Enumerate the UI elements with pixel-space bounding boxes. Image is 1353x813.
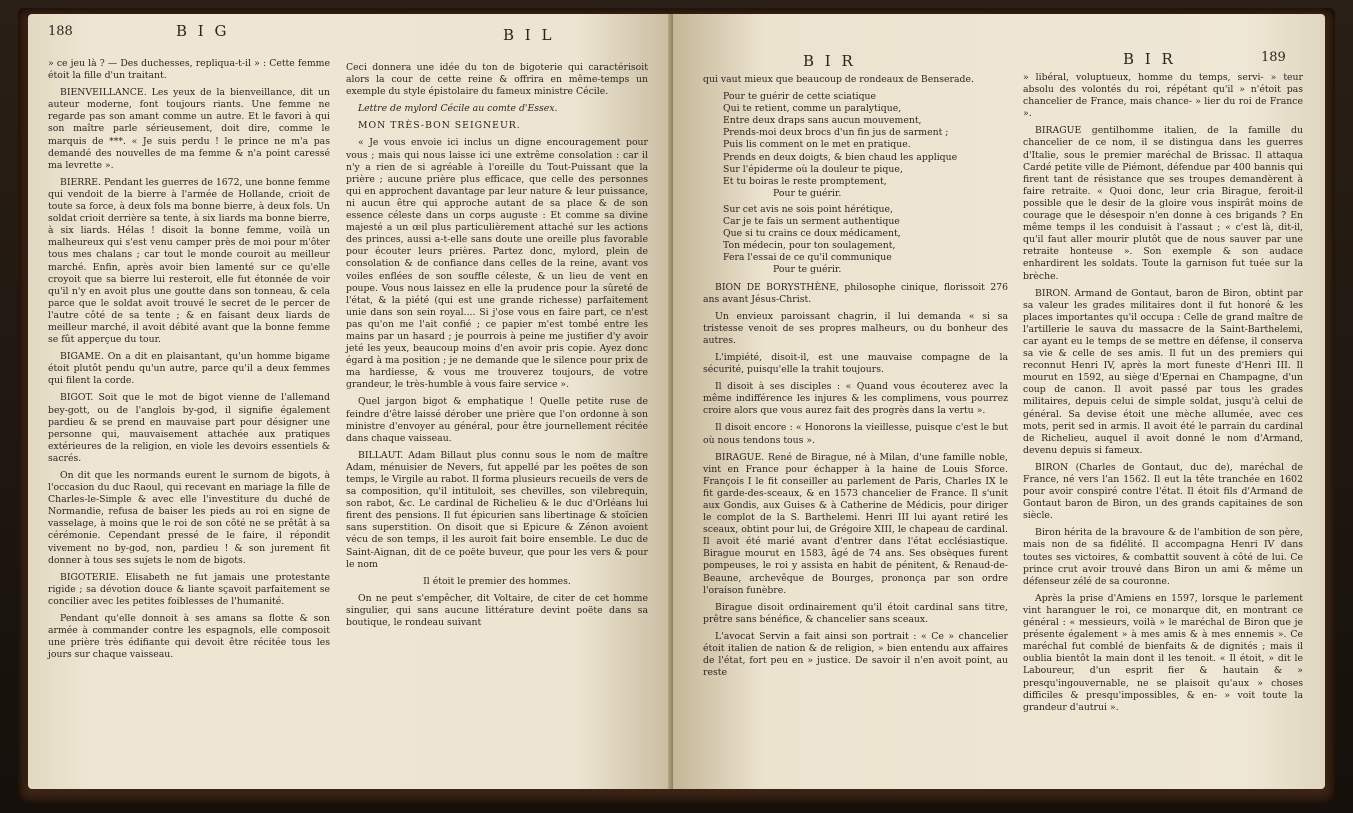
entry-biron: BIRON. Armand de Gontaut, baron de Biron, obtint par sa valeur les grades militaires dont il fut honoré & les places importantes qu'il occupa : Celle de grand maître de l'artillerie le sauva du massacre de la Saint-Barthelemi, car ayant eu le temps de se mettre en défense, il conserva sa vie & celle de ses amis. Il fut un des premiers qui reconnut Henri IV, après la mort funeste d'Henri III. Il mourut en 1592, au siège d'Epernai en Champagne, d'un coup de canon. Il avoit passé par tous les grades militaires, depuis celui de simple soldat, jusqu'à celui de général. Sa devise étoit une mèche allumée, avec ces mots, perit sed in armis. Il avoit été le parrain du cardinal de Richelieu, auquel il avoit donné le nom d'Armand, devenu depuis si fameux. (1023, 287, 1303, 456)
verse-refrain: Pour te guérir. (773, 264, 842, 276)
paragraph: Il disoit encore : « Honorons la vieillesse, puisque c'est le but où nous tendons tous ». (703, 422, 1008, 446)
entry-biron-charles: BIRON (Charles de Gontaut, duc de), maréchal de France, né vers l'an 1562. Il eut la tête tranchée en 1602 pour avoir conspiré contre l'état. Il étoit fils d'Armand de Gontaut baron de Biron, un des grands capitaines de son siècle. (1023, 461, 1303, 522)
verse-line: Ton médecin, pour ton soulagement, (723, 240, 896, 252)
letter-heading: Lettre de mylord Cécile au comte d'Essex. (358, 103, 558, 115)
entry-bigame: BIGAME. On a dit en plaisantant, qu'un homme bigame étoit plutôt pendu qu'un autre, parce qu'il a deux femmes qui filent la corde. (48, 351, 330, 387)
text-column-left (703, 74, 1008, 786)
letter-body: « Je vous envoie ici inclus un digne encouragement pour vous ; mais qui nous laisse ici une extrême consolation : car il n'y a rien de si agréable à l'oreille du Tout-Puissant que la prière ; aucune prière plus efficace, que celle des personnes qui en approchent davantage par leur nature & leur puissance, ni aucun être qui approche autant de sa place & de son essence céleste dans un corps auguste : Et comme sa divine majesté a un œil plus particulièrement attaché sur les actions des princes, aussi a-t-elle sans doute une oreille plus favorable pour écouter leurs prières. Partez donc, mylord, plein de consolation & de confiance dans celles de la reine, avant vos voiles enflées de son souffle céleste, & un lieu de vent en poupe. Vous nous laissez en elle la prudence pour la sûreté de l'état, & la piété (qui est une grande richesse) parfaitement unie dans son sein royal.... Si j'ose vous en faire part, ce n'est pas qu'on me l'ait confié ; ce papier m'est tombé entre les mains par un hasard ; je pourrois à peine me justifier d'y avoir jeté les yeux, beaucoup moins d'en avoir pris copie. Ayez donc égard à ma position ; je ne demande que le silence pour prix de ma hardiesse, & vous me trouverez toujours, de votre grandeur, le très-humble à vous faire service ». (346, 137, 648, 391)
verse-line: Que si tu crains ce doux médicament, (723, 228, 901, 240)
running-head: B I L (503, 26, 555, 44)
running-head: B I R (803, 52, 856, 70)
paragraph: L'avocat Servin a fait ainsi son portrait : « Ce » chancelier étoit italien de nation & de religion, » bien entendu aux affaires de l'état, fort peu en » justice. De savoir il n'en avoit point, au reste (703, 630, 1008, 679)
entry-birague: BIRAGUE. René de Birague, né à Milan, d'une famille noble, vint en France pour échapper à la haine de Louis Sforce. François I le fit conseiller au parlement de Paris, Charles IX le fit garde-des-sceaux, & en 1573 chancelier de France. Il s'unit aux Gondis, aux Guises & à Catherine de Médicis, pour diriger le complot de la S. Barthelemi. Henri III lui ayant retiré les sceaux, obtint pour lui, de Grégoire XIII, le chapeau de cardinal. Il avoit été marié avant d'entrer dans l'état ecclésiastique. Birague mourut en 1583, âgé de 74 ans. Ses obsèques furent pompeuses, le roi y assista en habit de pénitent, & Renaud-de-Beaune, archevêque de Bourges, prononça par son ordre l'oraison funèbre. (703, 451, 1008, 596)
running-head: B I G (176, 22, 230, 40)
verse-line: Sur cet avis ne sois point hérétique, (723, 203, 893, 215)
entry-bigoterie: BIGOTERIE. Elisabeth ne fut jamais une protestante rigide ; sa dévotion douce & liante sçavoit parfaitement se concilier avec les petites foiblesses de l'humanité. (48, 571, 330, 607)
paragraph: » libéral, voluptueux, homme du temps, servi- » teur absolu des volontés du roi, répétant qu'il » n'étoit pas chancelier de France, mais chance- » lier du roi de France ». (1023, 72, 1303, 120)
text-column-left (48, 58, 330, 783)
paragraph: Biron hérita de la bravoure & de l'ambition de son père, mais non de sa fidélité. Il accompagna Henri IV dans toutes ses victoires, & combattit souvent à côté de lui. Ce prince crut avoir trouvé dans Biron un ami & même un défenseur zélé de sa couronne. (1023, 527, 1303, 587)
entry-bienveillance: BIENVEILLANCE. Les yeux de la bienveillance, dit un auteur moderne, font toujours riants. Une femme ne regarde pas son amant comme un autre. Et le favori à qui son maître parle sérieusement, doit dire, comme le marquis de ***. « Je suis perdu ! le prince ne m'a pas demandé des nouvelles de ma femme & n'a point caressé ma levrette ». (48, 87, 330, 171)
verse-line: Entre deux draps sans aucun mouvement, (723, 115, 922, 127)
paragraph: » ce jeu là ? — Des duchesses, repliqua-t-il » : Cette femme étoit la fille d'un traitant. (48, 58, 330, 82)
verse-line: Car je te fais un serment authentique (723, 216, 900, 228)
verse-line: Pour te guérir de cette sciatique (723, 91, 877, 103)
paragraph: Birague disoit ordinairement qu'il étoit cardinal sans titre, prêtre sans bénéfice, & chancelier sans sceaux. (703, 601, 1008, 625)
paragraph: Un envieux paroissant chagrin, il lui demanda « si sa tristesse venoit de ses propres malheurs, ou du bonheur des autres. (703, 310, 1008, 346)
verse-line: Sur l'épiderme où la douleur te pique, (723, 163, 903, 175)
entry-bigot: BIGOT. Soit que le mot de bigot vienne de l'allemand bey-gott, ou de l'anglois by-god, il signifie également pardieu & se prend en mauvaise part pour désigner une personne qui, mauvaisement attachée aux pratiques extérieures de la religion, en viole les devoirs essentiels & sacrés. (48, 392, 330, 464)
verse-line: Il étoit le premier des hommes. (423, 575, 571, 587)
paragraph: Après la prise d'Amiens en 1597, lorsque le parlement vint haranguer le roi, ce monarque dit, en montrant ce général : « messieurs, voilà » le maréchal de Biron que je présente également » à mes amis & à mes ennemis ». Ce maréchal fut comblé de bienfaits & de dignités ; mais il oublia bientôt la main dont il les tenoit. « Il étoit, » dit le Laboureur, d'un esprit fier & hautain & » presqu'ingouvernable, ne se plaisoit qu'aux » choses difficiles & presqu'impossibles, & en- » voit toute la grandeur d'autrui ». (1023, 592, 1303, 713)
verse-line: Prends en deux doigts, & bien chaud les applique (723, 151, 958, 163)
entry-bion: BION DE BORYSTHÈNE, philosophe cinique, florissoit 276 ans avant Jésus-Christ. (703, 281, 1008, 305)
letter-salutation: MON TRÈS-BON SEIGNEUR. (358, 120, 521, 132)
right-page (673, 14, 1325, 789)
rondeau (703, 91, 1008, 276)
verse-refrain: Pour te guérir. (773, 187, 842, 199)
page-number: 189 (1261, 50, 1286, 65)
paragraph: On dit que les normands eurent le surnom de bigots, à l'occasion du duc Raoul, qui recevant en mariage la fille de Charles-le-Simple & avec elle l'investiture du duché de Normandie, refusa de baiser les pieds au roi en signe de vasselage, à moins que le roi de son côté ne se prêtât à sa cérémonie. Cependant pressé de le faire, il répondit vivement no by-god, non, pardieu ! & son jurement fit donner à tous ses sujets le nom de bigots. (48, 470, 330, 566)
page-number: 188 (48, 24, 73, 39)
text-column-right (1023, 72, 1303, 784)
verse-line: Fera l'essai de ce qu'il communique (723, 252, 892, 264)
running-head: B I R (1123, 50, 1176, 68)
entry-birague-gentilhomme: BIRAGUE gentilhomme italien, de la famille du chancelier de ce nom, il se distingua dans les guerres d'Italie, sous le premier maréchal de Brissac. Il attaqua Cardé petite ville de Piémont, défendue par 400 bannis qui firent tant de résistance que ses troupes demandèrent à faire retraite. « Quoi donc, leur cria Birague, feroit-il possible que le desir de la gloire vous inspirât moins de courage que le désespoir n'en donne à ces brigands ? En même temps il les conduisit à l'assaut ; « c'est là, dit-il, qu'il faut aller mourir plutôt que de nous sauver par une retraite honteuse ». Son exemple & son audace enhardirent les soldats. Toute la garnison fut tuée sur la brèche. (1023, 125, 1303, 282)
paragraph: Ceci donnera une idée du ton de bigoterie qui caractérisoit alors la cour de cette reine & offrira en même-temps un exemple du style épistolaire du fameux ministre Cécile. (346, 62, 648, 98)
entry-bierre: BIERRE. Pendant les guerres de 1672, une bonne femme qui vendoit de la bierre à l'armée de Hollande, crioit de toute sa force, à deux fols ma bonne bierre, à deux fols. Un soldat crioit derrière sa tente, à six liards ma bonne bierre, à six liards. Hélas ! disoit la bonne femme, voilà un malheureux qui s'est venu camper près de moi pour m'ôter tous mes chalans ; car tout le monde couroit au meilleur marché. Enfin, après avoir bien lamenté sur ce qu'elle croyoit que sa bierre lui resteroit, elle fut étonnée de voir qu'il n'y en avoit plus une goutte dans son tonneau, & cela parce que le soldat avoit trouvé le secret de le percer de l'autre côté de sa tente ; & en faisant deux liards de meilleur marché, il avoit débité avant que la bonne femme se fût apperçue du tour. (48, 176, 330, 346)
left-page (28, 14, 673, 789)
entry-billaut: BILLAUT. Adam Billaut plus connu sous le nom de maître Adam, ménuisier de Nevers, fut appellé par les poëtes de son temps, le Virgile au rabot. Il forma plusieurs recueils de vers de sa composition, qu'il intituloit, ses chevilles, son vilebrequin, son rabot, &c. Le cardinal de Richelieu & le duc d'Orléans lui firent des pensions. Il fut épicurien sans libertinage & stoïcien sans superstition. On disoit que si Epicure & Zénon avoient vécu de son temps, il les auroit fait boire ensemble. Le duc de Saint-Aignan, dit de ce poëte buveur, que pour les vers & pour le nom (346, 449, 648, 570)
paragraph: L'impiété, disoit-il, est une mauvaise compagne de la sécurité, puisqu'elle la trahit toujours. (703, 351, 1008, 376)
verse-line: Qui te retient, comme un paralytique, (723, 103, 902, 115)
verse-line: Puis lis comment on le met en pratique. (723, 139, 911, 151)
paragraph: On ne peut s'empêcher, dit Voltaire, de citer de cet homme singulier, qui sans aucune littérature devint poëte dans sa boutique, le rondeau suivant (346, 592, 648, 629)
paragraph: Il disoit à ses disciples : « Quand vous écouterez avec la même indifférence les injures & les complimens, vous pourrez croire alors que vous aurez fait des progrès dans la vertu ». (703, 381, 1008, 417)
paragraph: Quel jargon bigot & emphatique ! Quelle petite ruse de feindre d'être laissé dérober une prière que l'on ordonne à son ministre d'envoyer au général, pour être journellement récitée dans chaque vaisseau. (346, 396, 648, 444)
paragraph: Pendant qu'elle donnoit à ses amans sa flotte & son armée à commander contre les espagnols, elle composoit une prière très édifiante qui devoit être récitée tous les jours sur chaque vaisseau. (48, 613, 330, 661)
text-column-right (346, 62, 648, 784)
verse-line: Prends-moi deux brocs d'un fin jus de sarment ; (723, 127, 949, 139)
verse-line: Et tu boiras le reste promptement, (723, 175, 887, 187)
paragraph: qui vaut mieux que beaucoup de rondeaux de Benserade. (703, 74, 974, 85)
